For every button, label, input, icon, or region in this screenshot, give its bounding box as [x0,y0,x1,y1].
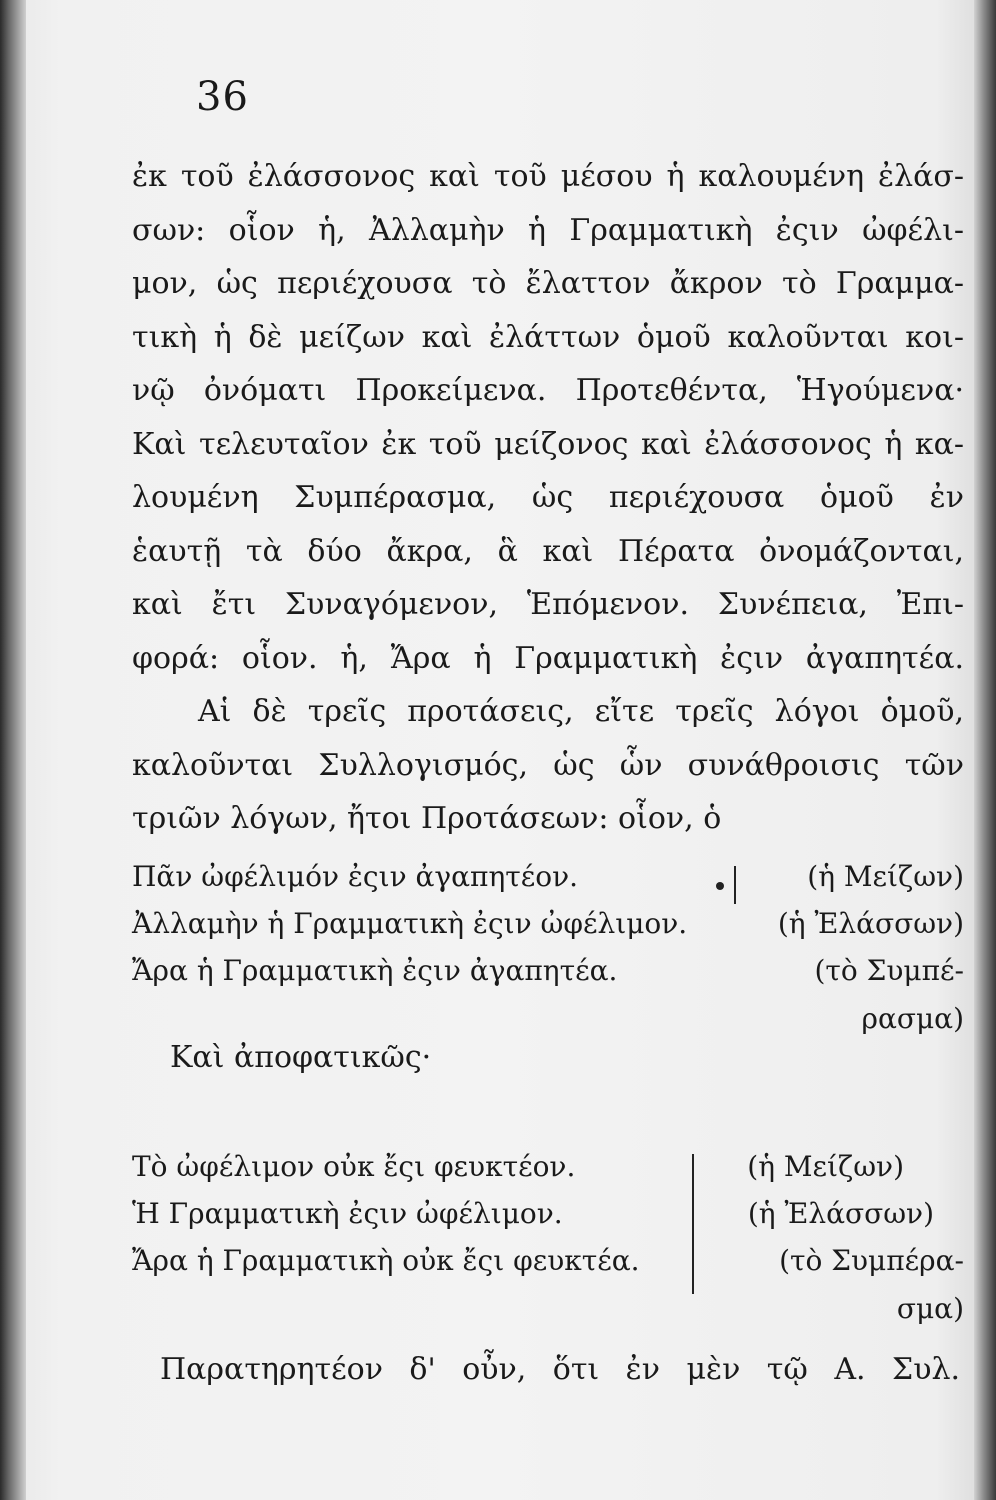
conclusion-label: (τὸ Συμπέ- [814,954,964,987]
text-line: φορά: οἷον. ἡ, Ἄρα ἡ Γραμματικὴ ἐςιν ἀγαπητέα. [132,640,964,676]
text-line: λουμένη Συμπέρασμα, ὡς περιέχουσα ὁμοῦ ἐν [132,480,964,515]
premise-row [132,1197,964,1244]
text-line: μον, ὡς περιέχουσα τὸ ἔλαττον ἄκρον τὸ Γραμμα- [132,266,964,301]
syllogism-affirmative [132,860,964,1035]
major-label: (ἡ Μείζων) [747,1150,904,1183]
main-text [132,150,964,846]
minor-premise: Ἀλλαμὴν ἡ Γραμματικὴ ἐςιν ὠφέλιμον. [132,907,688,940]
page-edge-shadow [974,0,996,1500]
minor-label: (ἡ Ἐλάσσων) [777,907,964,940]
page-number: 36 [196,74,249,120]
premise-row [132,1150,964,1197]
text-line: ἑαυτῇ τὰ δύο ἄκρα, ἃ καὶ Πέρατα ὀνομάζονται, [132,533,964,569]
premise-row [132,860,964,907]
negative-heading: Καὶ ἀποφατικῶς· [170,1040,432,1075]
text-line: καλοῦνται Συλλογισμός, ὡς ὧν συνάθροισις τῶν [132,747,964,783]
text-line: Καὶ τελευταῖον ἐκ τοῦ μείζονος καὶ ἐλάσσονος ἡ κα- [132,426,964,462]
text-line: καὶ ἔτι Συναγόμενον, Ἑπόμενον. Συνέπεια, Ἐπι- [132,587,964,622]
syllogism-negative [132,1150,964,1325]
text-line: νῷ ὀνόματι Προκείμενα. Προτεθέντα, Ἡγούμενα· [132,373,964,408]
conclusion: Ἄρα ἡ Γραμματικὴ ἐςιν ἀγαπητέα. [132,954,618,987]
page-gutter-shadow [0,0,26,1500]
conclusion: Ἄρα ἡ Γραμματικὴ οὐκ ἔςι φευκτέα. [132,1244,640,1277]
text-line: ἐκ τοῦ ἐλάσσονος καὶ τοῦ μέσου ἡ καλουμένη ἐλάσ- [132,159,964,194]
conclusion-label-continued: σμα) [896,1292,964,1325]
text-line: τριῶν λόγων, ἤτοι Προτάσεων: οἷον, ὁ [132,801,722,836]
text-line: τικὴ ἡ δὲ μείζων καὶ ἐλάττων ὁμοῦ καλοῦνται κοι- [132,319,964,355]
text-line: Παρατηρητέον δ' οὖν, ὅτι ἐν μὲν τῷ Α. Συλ. [160,1352,960,1387]
premise-row [132,1244,964,1325]
premise-row [132,954,964,1035]
major-premise: Τὸ ὠφέλιμον οὐκ ἔςι φευκτέον. [132,1150,576,1183]
minor-premise: Ἡ Γραμματικὴ ἐςιν ὠφέλιμον. [132,1197,563,1230]
premise-row [132,907,964,954]
conclusion-label: (τὸ Συμπέρα- [779,1244,964,1277]
text-line: σων: οἷον ἡ, Ἀλλαμὴν ἡ Γραμματικὴ ἐςιν ὠφέλι- [132,212,964,248]
major-premise: Πᾶν ὠφέλιμόν ἐςιν ἀγαπητέον. [132,860,579,893]
conclusion-label-continued: ρασμα) [861,1002,964,1035]
major-label: (ἡ Μείζων) [807,860,964,893]
minor-label: (ἡ Ἐλάσσων) [747,1197,934,1230]
text-line: Αἱ δὲ τρεῖς προτάσεις, εἴτε τρεῖς λόγοι ὁμοῦ, [198,694,964,729]
